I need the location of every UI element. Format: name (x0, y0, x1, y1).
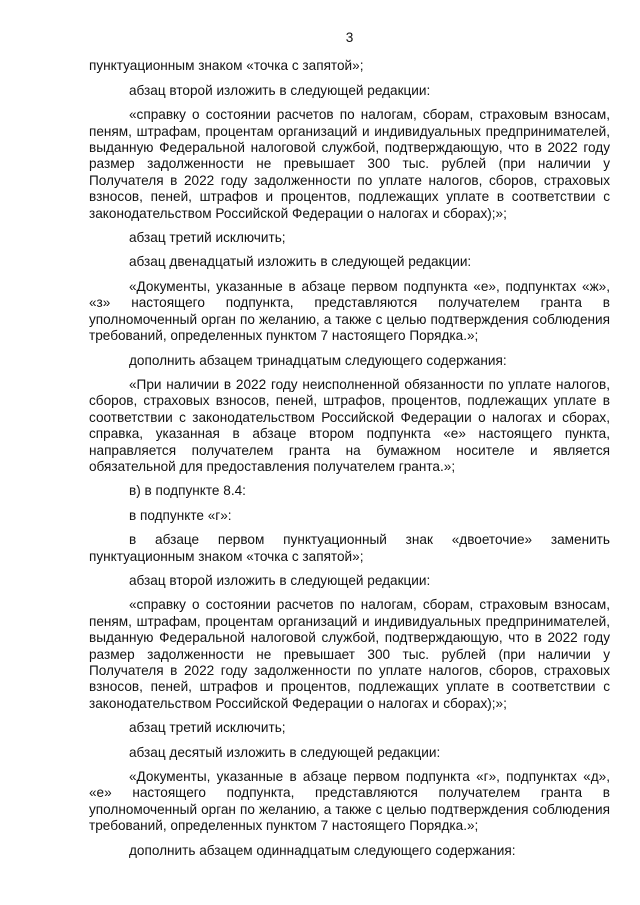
paragraph: абзац двенадцатый изложить в следующей редакции: (129, 254, 472, 270)
paragraph: абзац второй изложить в следующей редакции: (129, 82, 431, 98)
paragraph: абзац второй изложить в следующей редакции: (129, 572, 431, 588)
paragraph: дополнить абзацем тринадцатым следующего содержания: (129, 352, 507, 368)
paragraph: «При наличии в 2022 году неисполненной обязанности по уплате налогов, сборов, страховых взносов, пеней, штрафов, процентов, подлежащих уплате в соответствии с законодательством Российской Федерации о налогах и сборах, справка, указанная в абзаце втором подпункта «е» настоящего пункта, направляется получателем гранта на бумажном носителе и является обязательной для предоставления получателем гранта.»; (89, 376, 610, 474)
paragraph: абзац третий исключить; (129, 230, 286, 246)
page-number: 3 (345, 30, 354, 45)
document-body (89, 58, 610, 859)
paragraph: «Документы, указанные в абзаце первом подпункта «е», подпунктах «ж», «з» настоящего подпункта, представляются получателем гранта в уполномоченный орган по желанию, а также с целью подтверждения соблюдения требований, определенных пунктом 7 настоящего Порядка.»; (89, 278, 610, 344)
paragraph: в подпункте «г»: (129, 507, 232, 523)
paragraph: «Документы, указанные в абзаце первом подпункта «г», подпунктах «д», «е» настоящего подпункта, представляются получателем гранта в уполномоченный орган по желанию, а также с целью подтверждения соблюдения требований, определенных пунктом 7 настоящего Порядка.»; (89, 769, 610, 834)
paragraph: «справку о состоянии расчетов по налогам, сборам, страховым взносам, пеням, штрафам, процентам организаций и индивидуальных предпринимателей, выданную Федеральной налоговой службой, подтверждающую, что в 2022 году размер задолженности не превышает 300 тыс. рублей (при наличии у Получателя в 2022 году задолженности по уплате налогов, сборов, страховых взносов, пеней, штрафов и процентов, подлежащих уплате в соответствии с законодательством Российской Федерации о налогах и сборах);»; (89, 107, 610, 221)
paragraph: абзац третий исключить; (129, 720, 286, 736)
paragraph: дополнить абзацем одиннадцатым следующего содержания: (129, 842, 516, 858)
paragraph: абзац десятый изложить в следующей редакции: (129, 744, 441, 760)
paragraph: «справку о состоянии расчетов по налогам, сборам, страховым взносам, пеням, штрафам, процентам организаций и индивидуальных предпринимателей, выданную Федеральной налоговой службой, подтверждающую, что в 2022 году размер задолженности не превышает 300 тыс. рублей (при наличии у Получателя в 2022 году задолженности по уплате налогов, сборов, страховых взносов, пеней, штрафов и процентов, подлежащих уплате в соответствии с законодательством Российской Федерации о налогах и сборах);»; (89, 597, 610, 711)
paragraph: пунктуационным знаком «точка с запятой»; (89, 58, 364, 74)
paragraph: в абзаце первом пунктуационный знак «двоеточие» заменить пунктуационным знаком «точка с запятой»; (89, 532, 610, 564)
paragraph: в) в подпункте 8.4: (129, 483, 246, 499)
